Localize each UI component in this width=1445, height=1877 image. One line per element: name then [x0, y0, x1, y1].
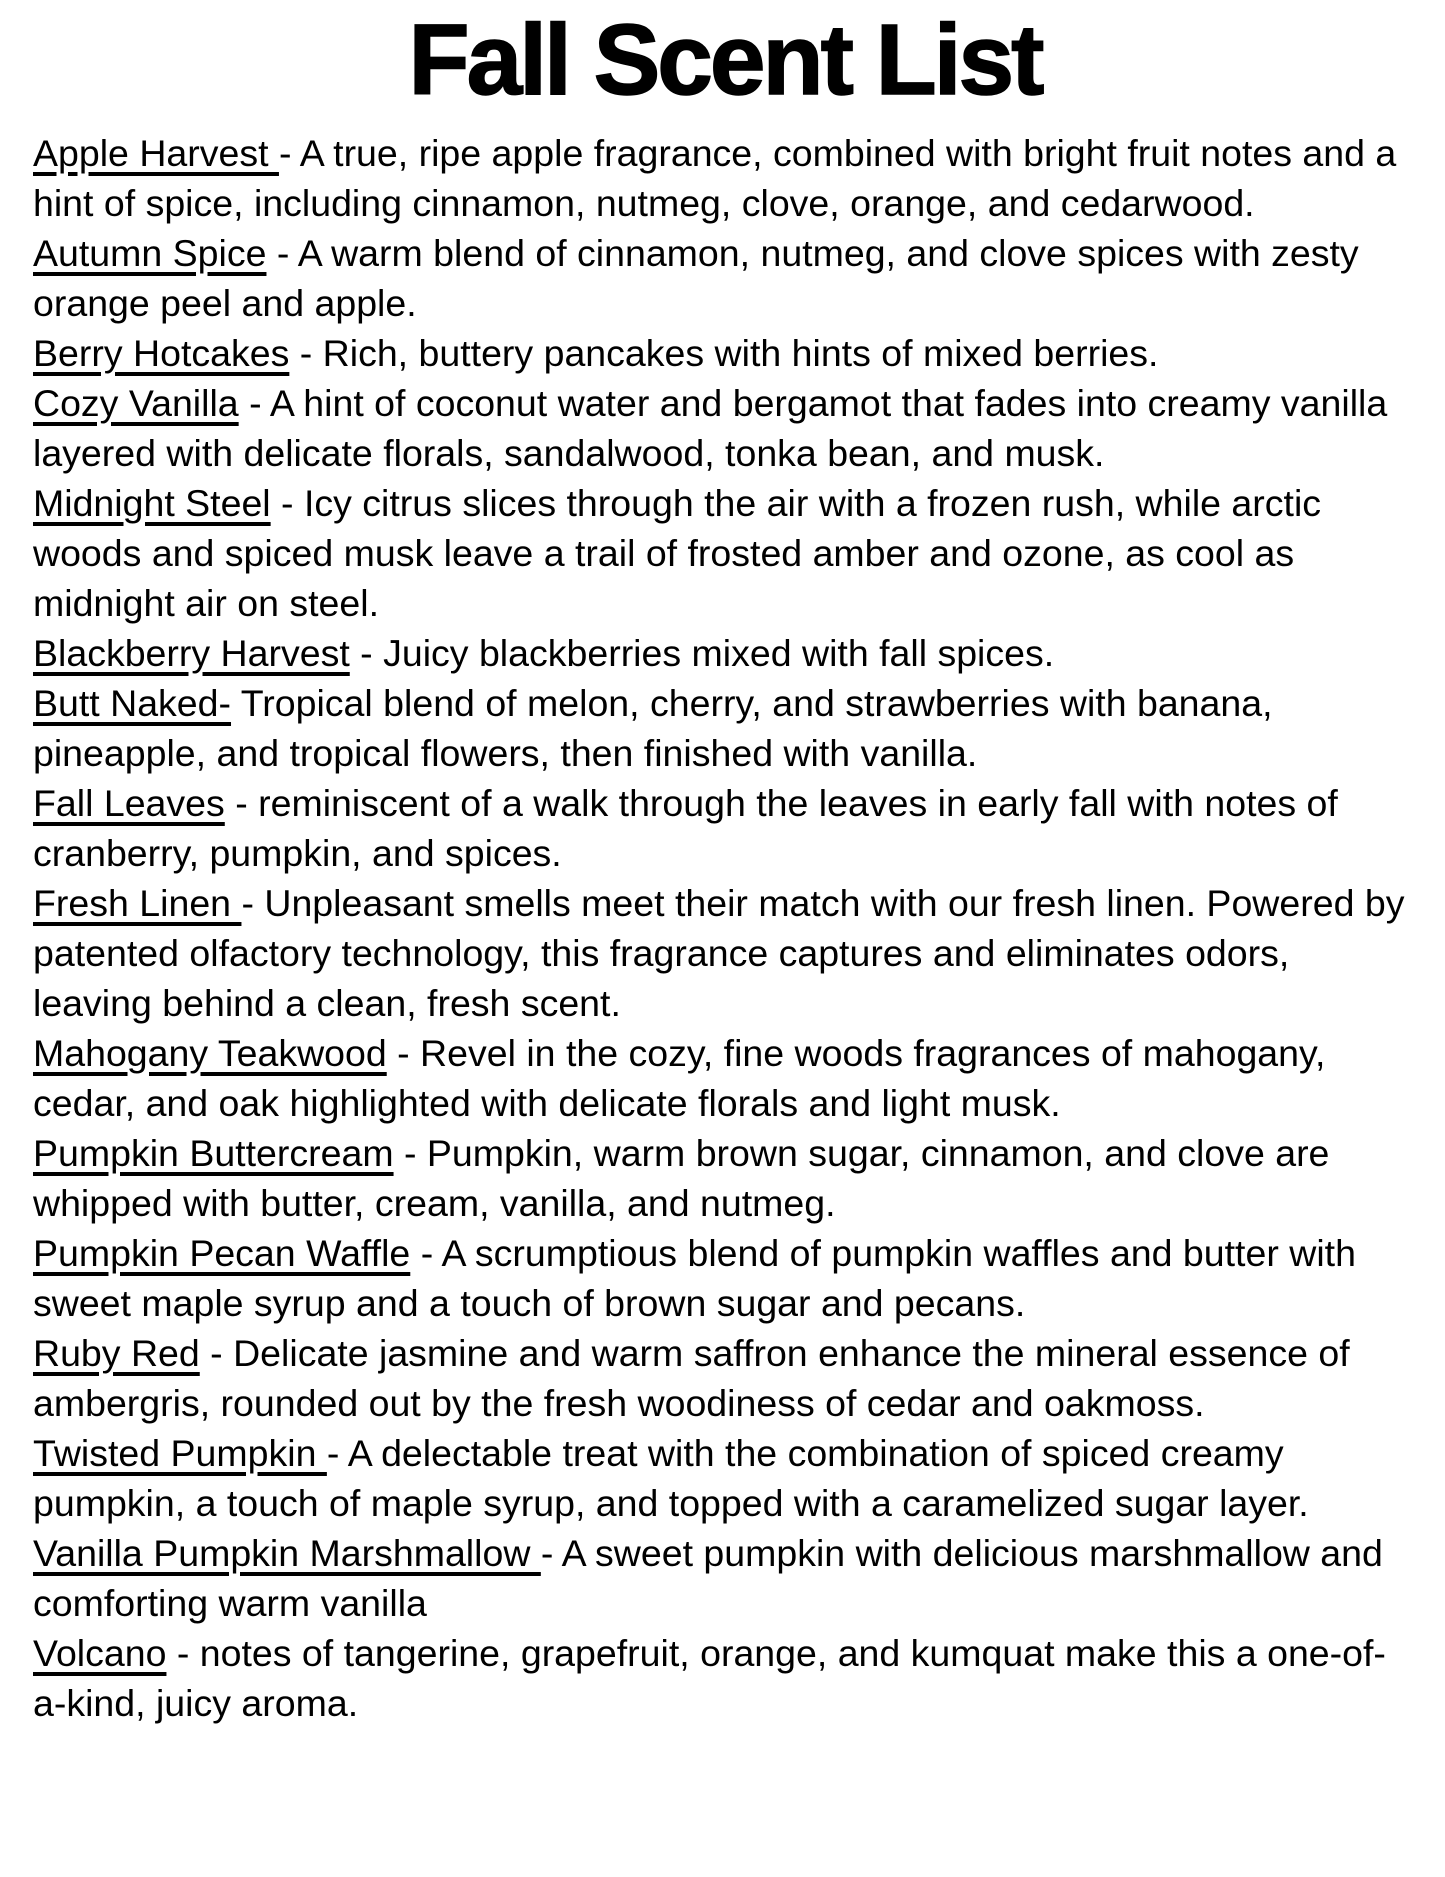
scent-description: - A sweet pumpkin with delicious marshmallow and comforting warm vanilla: [33, 1532, 1394, 1624]
scent-entry-twisted-pumpkin: [33, 1428, 1417, 1528]
scent-description: - Unpleasant smells meet their match with our fresh linen. Powered by patented olfactory technology, this fragrance captures and eliminates odors, leaving behind a clean, fresh scent.: [33, 882, 1415, 1024]
scent-entry-pumpkin-buttercream: [33, 1128, 1417, 1228]
scent-entry-vanilla-pumpkin-marshmallow: [33, 1528, 1417, 1628]
scent-name: Ruby Red: [33, 1332, 200, 1374]
scent-entry-ruby-red: [33, 1328, 1417, 1428]
scent-description: - Pumpkin, warm brown sugar, cinnamon, and clove are whipped with butter, cream, vanilla, and nutmeg.: [33, 1132, 1340, 1224]
scent-name: Cozy Vanilla: [33, 382, 239, 424]
scent-description: - Icy citrus slices through the air with a frozen rush, while arctic woods and spiced musk leave a trail of frosted amber and ozone, as cool as midnight air on steel.: [33, 482, 1332, 624]
scent-entry-fall-leaves: [33, 778, 1417, 878]
scent-name: Fresh Linen: [33, 882, 242, 924]
scent-name: Midnight Steel: [33, 482, 271, 524]
scent-name: Berry Hotcakes: [33, 332, 290, 374]
scent-description: - reminiscent of a walk through the leaves in early fall with notes of cranberry, pumpkin, and spices.: [33, 782, 1349, 874]
scent-entry-fresh-linen: [33, 878, 1417, 1028]
scent-entry-volcano: [33, 1628, 1417, 1728]
scent-name: Pumpkin Pecan Waffle: [33, 1232, 411, 1274]
scent-list: [33, 128, 1417, 1728]
scent-entry-pumpkin-pecan-waffle: [33, 1228, 1417, 1328]
scent-description: - Rich, buttery pancakes with hints of mixed berries.: [289, 332, 1159, 374]
scent-description: - A delectable treat with the combination of spiced creamy pumpkin, a touch of maple syrup, and topped with a caramelized sugar layer.: [33, 1432, 1309, 1524]
scent-name: Vanilla Pumpkin Marshmallow: [33, 1532, 541, 1574]
scent-name: Autumn Spice: [33, 232, 267, 274]
scent-name: Volcano: [33, 1632, 167, 1674]
scent-entry-butt-naked: [33, 678, 1417, 778]
scent-name: Fall Leaves: [33, 782, 225, 824]
scent-entry-apple-harvest: [33, 128, 1417, 228]
scent-description: - A warm blend of cinnamon, nutmeg, and clove spices with zesty orange peel and apple.: [33, 232, 1370, 324]
scent-description: - A hint of coconut water and bergamot that fades into creamy vanilla layered with delicate florals, sandalwood, tonka bean, and musk.: [33, 382, 1398, 474]
scent-entry-berry-hotcakes: [33, 328, 1417, 378]
scent-entry-midnight-steel: [33, 478, 1417, 628]
scent-entry-blackberry-harvest: [33, 628, 1417, 678]
scent-description: Tropical blend of melon, cherry, and strawberries with banana, pineapple, and tropical flowers, then finished with vanilla.: [33, 682, 1283, 774]
scent-entry-autumn-spice: [33, 228, 1417, 328]
scent-name: Pumpkin Buttercream: [33, 1132, 394, 1174]
scent-description: - A true, ripe apple fragrance, combined with bright fruit notes and a hint of spice, including cinnamon, nutmeg, clove, orange, and cedarwood.: [33, 132, 1407, 224]
page-title: Fall Scent List: [408, 4, 1042, 116]
scent-description: - notes of tangerine, grapefruit, orange, and kumquat make this a one-of-a-kind, juicy aroma.: [33, 1632, 1386, 1724]
document-page: [0, 6, 1445, 1877]
scent-description: - A scrumptious blend of pumpkin waffles and butter with sweet maple syrup and a touch of brown sugar and pecans.: [33, 1232, 1367, 1324]
scent-name: Butt Naked-: [33, 682, 232, 724]
scent-name: Apple Harvest: [33, 132, 279, 174]
scent-description: - Revel in the cozy, fine woods fragrances of mahogany, cedar, and oak highlighted with delicate florals and light musk.: [33, 1032, 1336, 1124]
scent-name: Blackberry Harvest: [33, 632, 350, 674]
scent-name: Twisted Pumpkin: [33, 1432, 327, 1474]
scent-entry-cozy-vanilla: [33, 378, 1417, 478]
scent-name: Mahogany Teakwood: [33, 1032, 387, 1074]
scent-entry-mahogany-teakwood: [33, 1028, 1417, 1128]
scent-description: - Delicate jasmine and warm saffron enhance the mineral essence of ambergris, rounded out by the fresh woodiness of cedar and oakmoss.: [33, 1332, 1361, 1424]
scent-description: - Juicy blackberries mixed with fall spices.: [349, 632, 1055, 674]
